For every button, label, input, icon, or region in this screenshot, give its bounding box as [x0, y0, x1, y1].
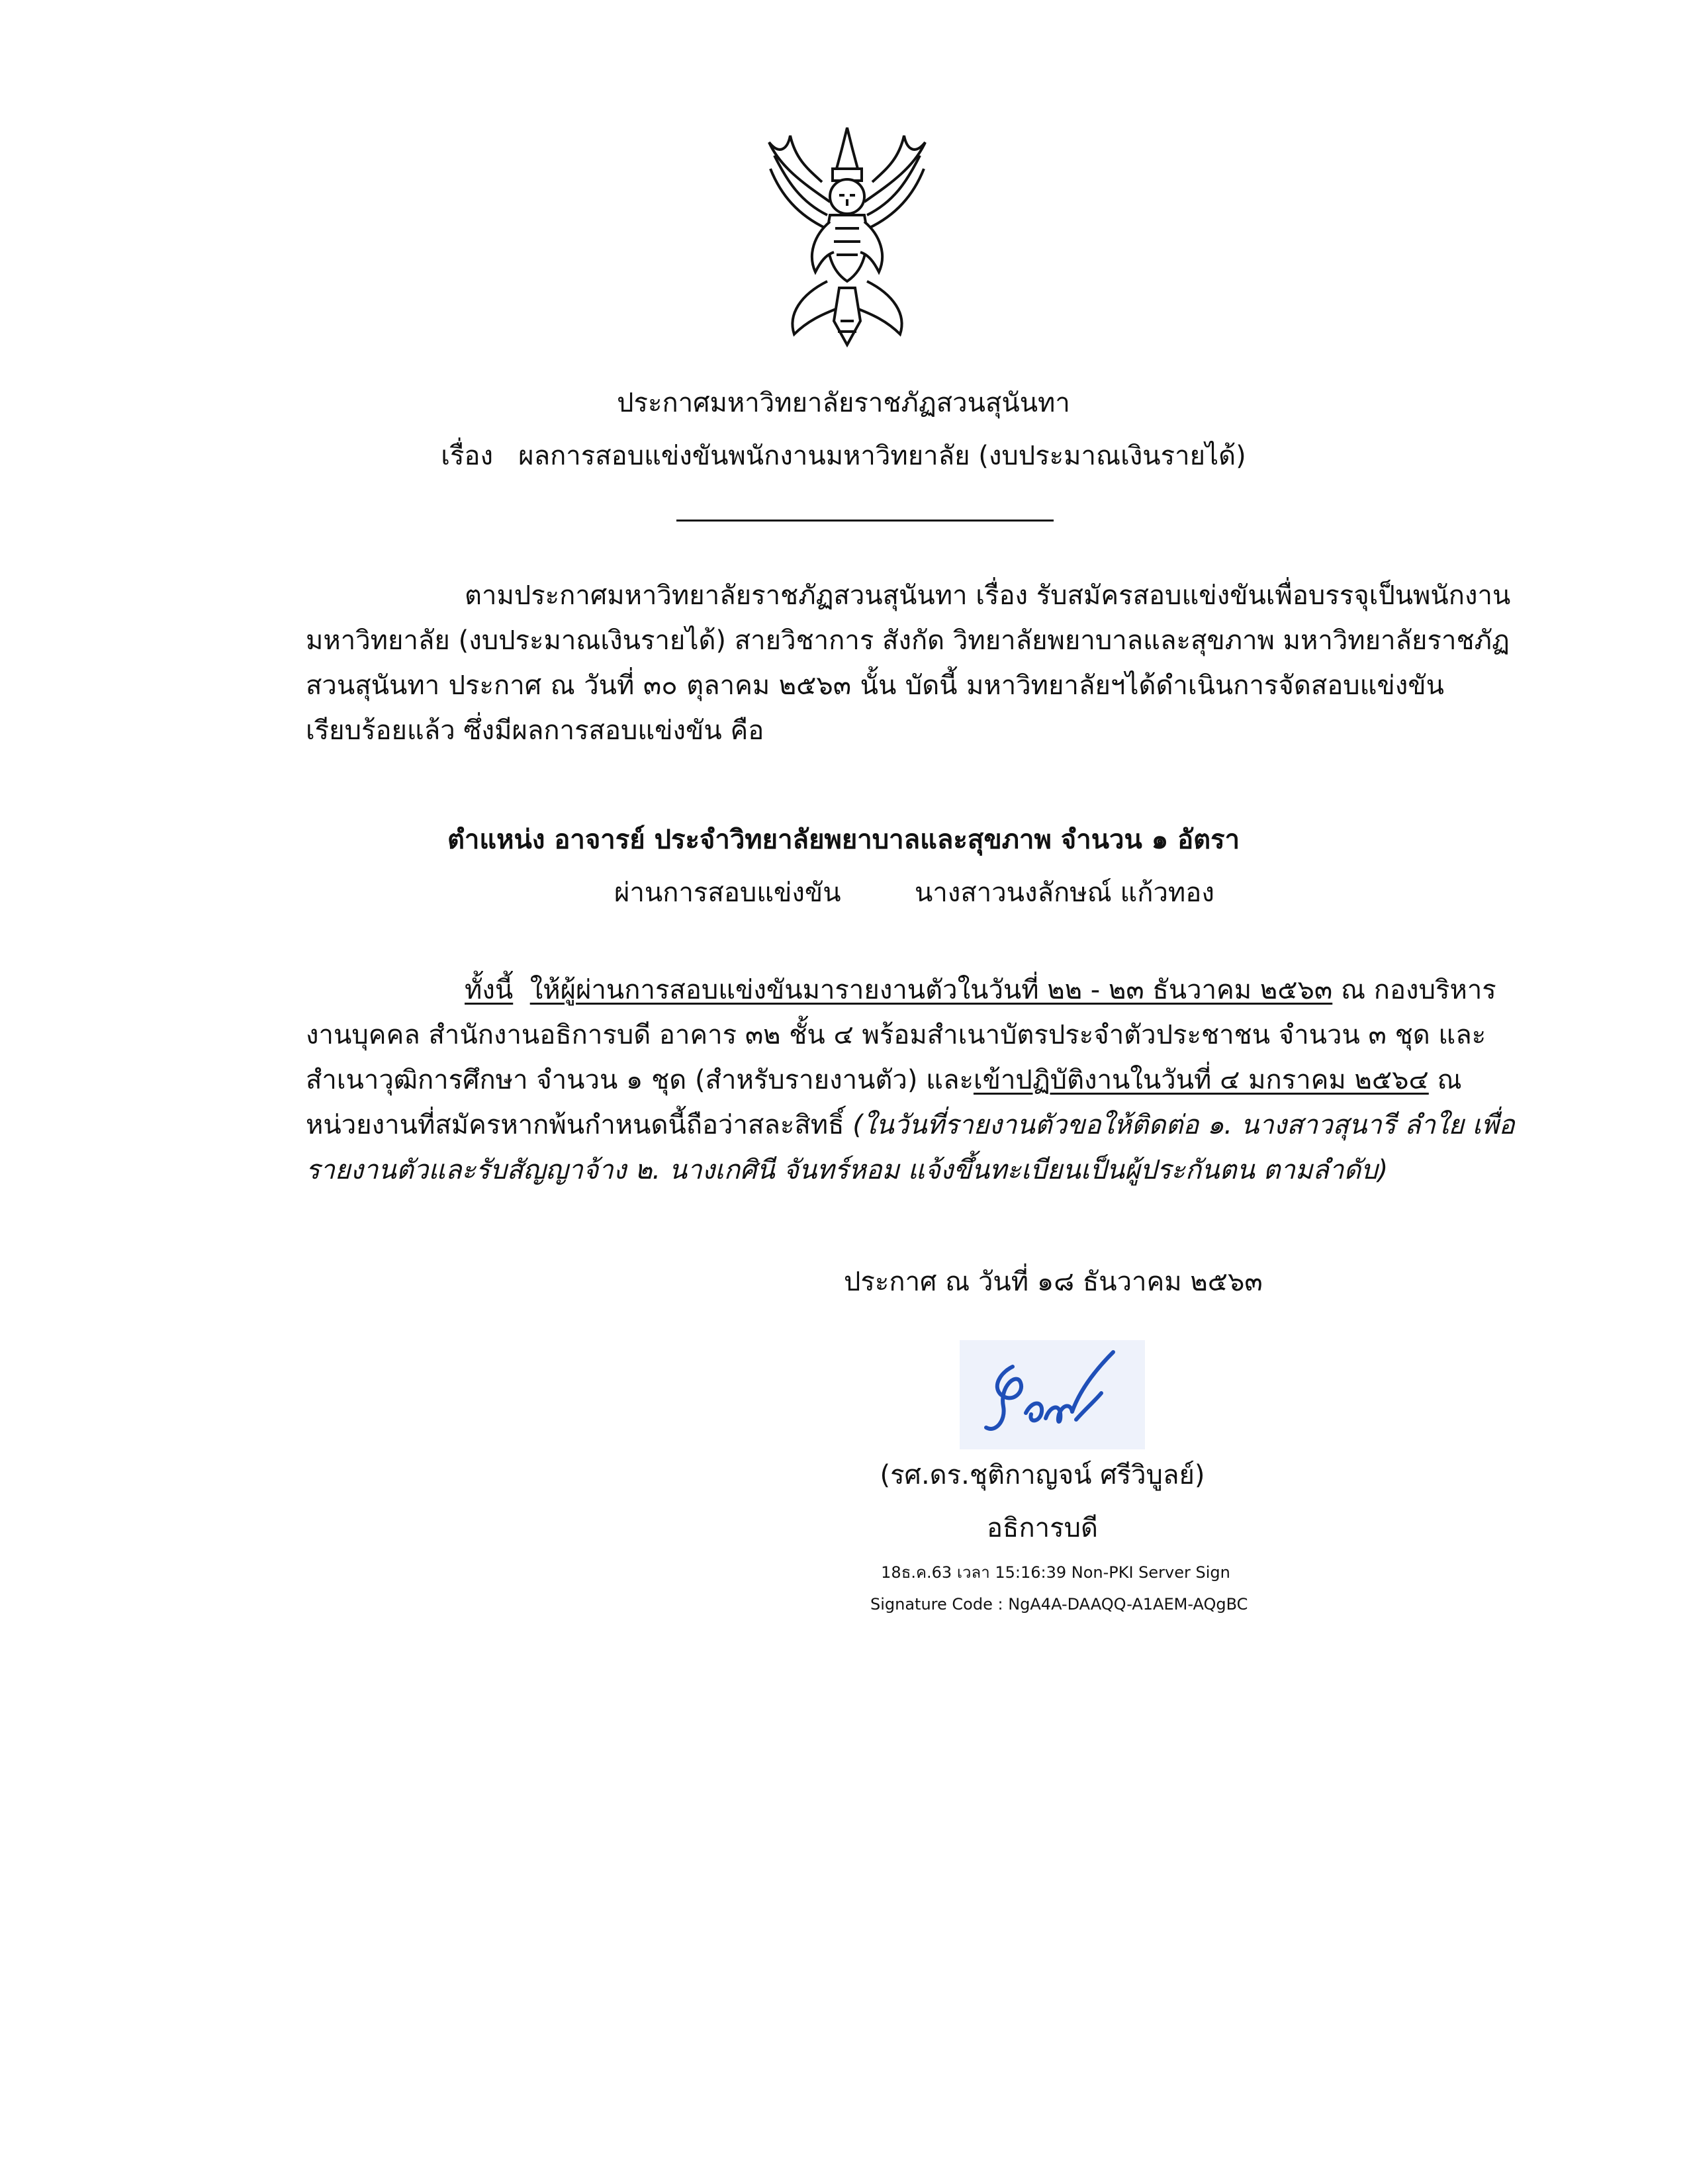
announcement-title: ประกาศมหาวิทยาลัยราชภัฏสวนสุนันทา: [617, 388, 1070, 418]
result-label: ผ่านการสอบแข่งขัน: [614, 878, 841, 908]
report-date: ให้ผู้ผ่านการสอบแข่งขันมารายงานตัวในวันที่ ๒๒ - ๒๓ ธันวาคม ๒๕๖๓: [529, 975, 1333, 1005]
announcement-subject: [0, 437, 1687, 475]
signature-image: [960, 1340, 1145, 1449]
notice-line: [306, 968, 1496, 1013]
esign-timestamp: 18ธ.ค.63 เวลา 15:16:39 Non-PKI Server Sign: [881, 1563, 1230, 1582]
intro-paragraph: [306, 573, 1511, 753]
intro-line: สวนสุนันทา ประกาศ ณ วันที่ ๓๐ ตุลาคม ๒๕๖๓ นั้น บัดนี้ มหาวิทยาลัยฯได้ดำเนินการจัดสอบแข่งขัน: [306, 670, 1444, 701]
notice-line: [306, 1103, 1515, 1148]
header-divider: [676, 520, 1054, 522]
esign-code: Signature Code : NgA4A-DAAQQ-A1AEM-AQgBC: [870, 1595, 1248, 1614]
notice-emphasis: ทั้งนี้: [465, 975, 514, 1005]
signer-name: (รศ.ดร.ชุติกาญจน์ ศรีวิบูลย์): [880, 1460, 1205, 1490]
subject-label: เรื่อง: [441, 441, 493, 471]
notice-text: หน่วยงานที่สมัครหากพ้นกำหนดนี้ถือว่าสละสิทธิ์: [306, 1110, 853, 1140]
intro-line: เรียบร้อยแล้ว ซึ่งมีผลการสอบแข่งขัน คือ: [306, 715, 764, 746]
notice-line: งานบุคคล สำนักงานอธิการบดี อาคาร ๓๒ ชั้น ๔ พร้อมสำเนาบัตรประจำตัวประชาชน จำนวน ๓ ชุด และ: [306, 1020, 1486, 1050]
notice-paragraph: [306, 968, 1515, 1193]
contact-note: รายงานตัวและรับสัญญาจ้าง ๒. นางเกศินี จันทร์หอม แจ้งขึ้นทะเบียนเป็นผู้ประกันตน ตามลำดับ): [306, 1155, 1389, 1185]
start-date: เข้าปฏิบัติงานในวันที่ ๔ มกราคม ๒๕๖๔: [973, 1065, 1429, 1095]
intro-line: มหาวิทยาลัย (งบประมาณเงินรายได้) สายวิชาการ สังกัด วิทยาลัยพยาบาลและสุขภาพ มหาวิทยาลัยราชภัฏ: [306, 625, 1510, 656]
notice-text: ณ: [1428, 1065, 1462, 1095]
position-title: ตำแหน่ง อาจารย์ ประจำวิทยาลัยพยาบาลและสุขภาพ จำนวน ๑ อัตรา: [447, 825, 1240, 855]
candidate-name: นางสาวนงลักษณ์ แก้วทอง: [915, 878, 1214, 908]
subject-text: ผลการสอบแข่งขันพนักงานมหาวิทยาลัย (งบประมาณเงินรายได้): [518, 441, 1246, 471]
signer-title: อธิการบดี: [987, 1513, 1098, 1543]
intro-line: ตามประกาศมหาวิทยาลัยราชภัฏสวนสุนันทา เรื่อง รับสมัครสอบแข่งขันเพื่อบรรจุเป็นพนักงาน: [465, 580, 1511, 611]
contact-note: (ในวันที่รายงานตัวขอให้ติดต่อ ๑. นางสาวสุนารี ลำใย เพื่อ: [852, 1110, 1515, 1140]
garuda-emblem: [761, 122, 933, 351]
notice-text: สำเนาวุฒิการศึกษา จำนวน ๑ ชุด (สำหรับรายงานตัว) และ: [306, 1065, 974, 1095]
notice-text: ณ กองบริหาร: [1332, 975, 1496, 1005]
notice-line: [306, 1058, 1462, 1103]
announce-date: ประกาศ ณ วันที่ ๑๘ ธันวาคม ๒๕๖๓: [844, 1267, 1263, 1297]
